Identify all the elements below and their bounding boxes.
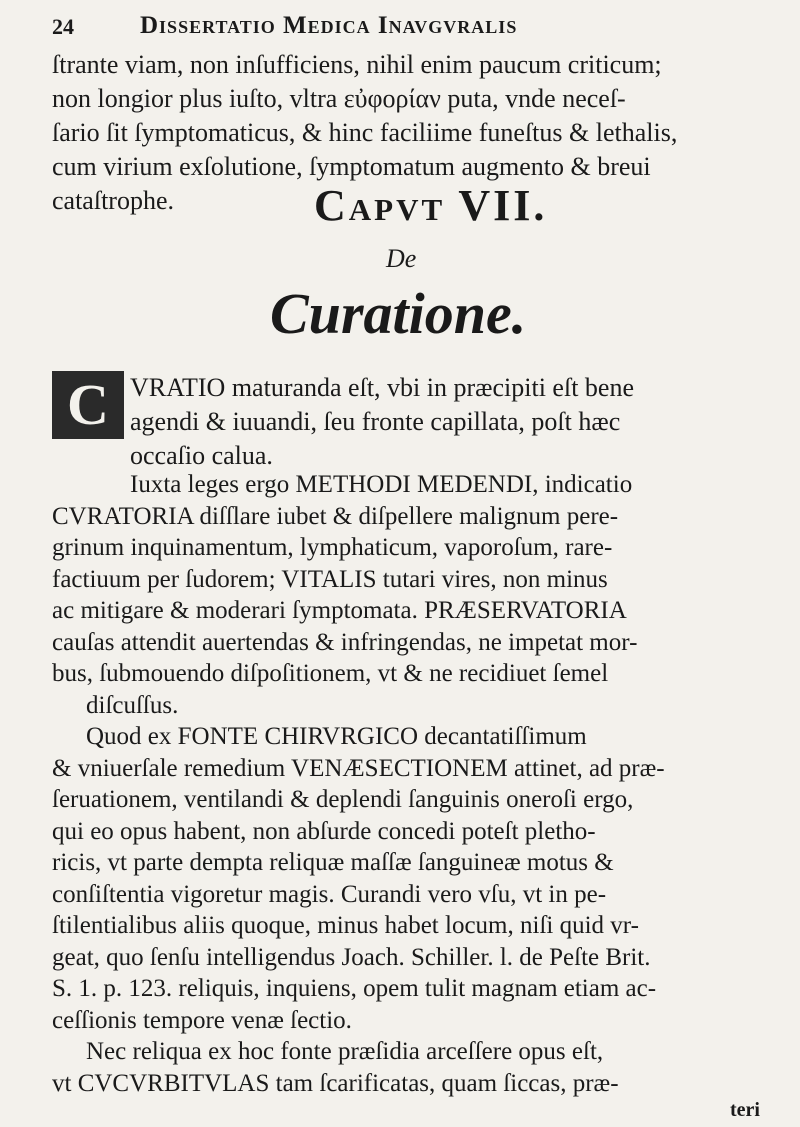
text-line: ac mitigare & moderari ſymptomata. PRÆSERVATORIA [52, 597, 627, 624]
chapter-heading: Capvt VII. [314, 181, 548, 230]
text-line: grinum inquinamentum, lymphaticum, vaporoſum, rare- [52, 534, 613, 561]
text-line: diſcuſſus. [86, 691, 179, 719]
text-line: occaſio calua. [130, 441, 273, 470]
chapter-de: De [386, 244, 417, 273]
text-line: agendi & iuuandi, ſeu fronte capillata, poſt hæc [130, 407, 621, 436]
text-line: Quod ex FONTE CHIRVRGICO decantatiſſimum [86, 723, 587, 750]
text-line: Iuxta leges ergo METHODI MEDENDI, indicatio [130, 471, 633, 498]
text-line: ceſſionis tempore venæ ſectio. [52, 1006, 352, 1034]
text-line: cum virium exſolutione, ſymptomatum augmento & breui [52, 152, 651, 181]
text-line: Nec reliqua ex hoc fonte præſidia arceſſere opus eſt, [86, 1038, 604, 1065]
text-line: & vniuerſale remedium VENÆSECTIONEM attinet, ad præ- [52, 754, 665, 782]
text-line: ſario ſit ſymptomaticus, & hinc faciliime funeſtus & lethalis, [52, 118, 678, 147]
text-line: CVRATORIA diſſlare iubet & diſpellere malignum pere- [52, 502, 619, 530]
text-line: conſiſtentia vigoretur magis. Curandi vero vſu, vt in pe- [52, 880, 607, 908]
text-line: qui eo opus habent, non abſurde concedi poteſt pletho- [52, 817, 596, 845]
chapter-title: Curatione. [270, 281, 527, 346]
page-number: 24 [52, 14, 74, 39]
text-line: cauſas attendit auertendas & infringendas, ne impetat mor- [52, 628, 638, 656]
text-line: non longior plus iuſto, vltra εὐφορίαν puta, vnde neceſ- [52, 84, 626, 113]
text-line: vt CVCVRBITVLAS tam ſcarificatas, quam ſiccas, præ- [52, 1069, 619, 1097]
text-line: bus, ſubmouendo diſpoſitionem, vt & ne recidiuet ſemel [52, 660, 609, 687]
running-title: Dissertatio Medica Inavgvralis [140, 12, 518, 39]
text-line: factiuum per ſudorem; VITALIS tutari vires, non minus [52, 565, 608, 593]
initial-letter: C [67, 372, 109, 437]
text-line: geat, quo ſenſu intelligendus Joach. Schiller. l. de Peſte Brit. [52, 943, 651, 971]
text-line: ſtrante viam, non inſufficiens, nihil enim paucum criticum; [52, 50, 662, 79]
text-line: ſtilentialibus aliis quoque, minus habet locum, niſi quid vr- [52, 912, 639, 939]
decorated-initial [52, 371, 124, 439]
text-line: cataſtrophe. [52, 186, 174, 215]
running-header [52, 8, 772, 48]
text-line: S. 1. p. 123. reliquis, inquiens, opem tulit magnam etiam ac- [52, 975, 657, 1002]
text-line: ſeruationem, ventilandi & deplendi ſanguinis oneroſi ergo, [52, 786, 634, 813]
text-line: ricis, vt parte dempta reliquæ maſſæ ſanguineæ motus & [52, 849, 614, 876]
catchword: teri [730, 1098, 760, 1121]
text-line: VRATIO maturanda eſt, vbi in præcipiti eſt bene [130, 373, 634, 402]
